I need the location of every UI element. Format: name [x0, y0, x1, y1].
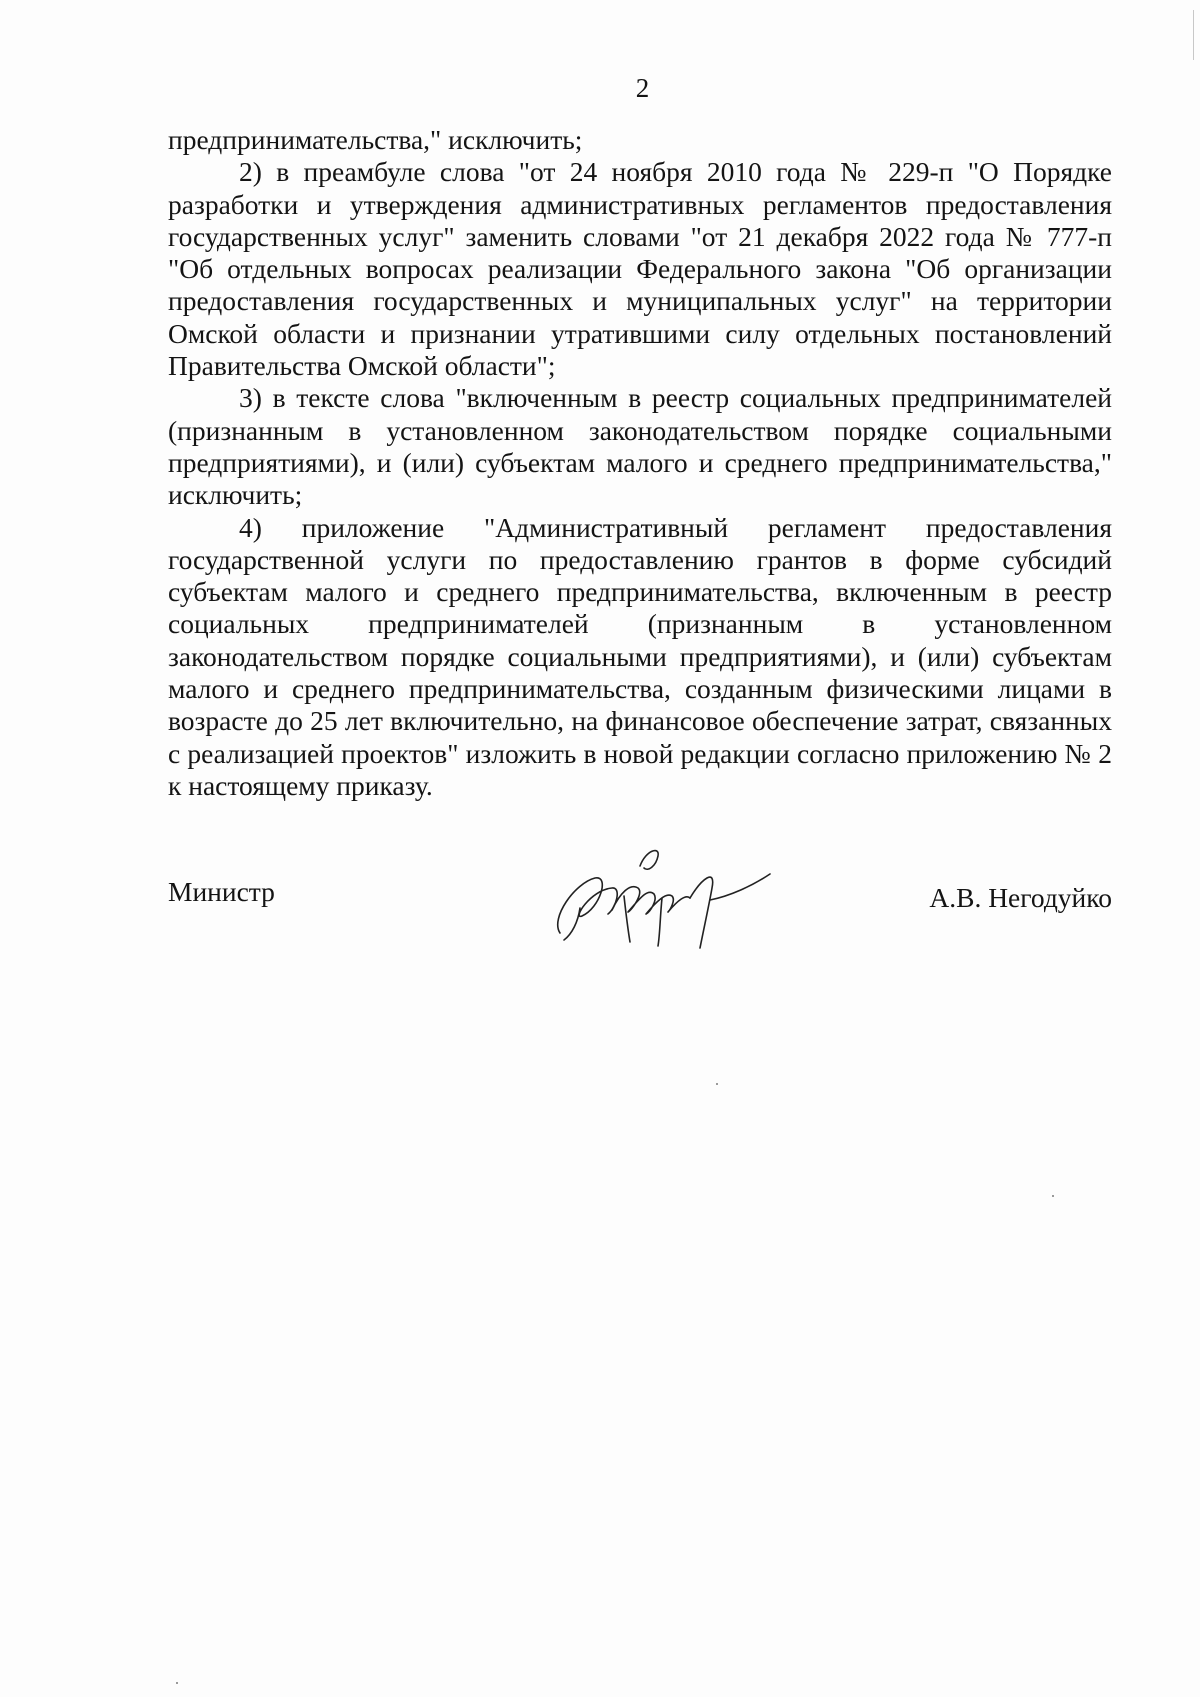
- signatory-title: Министр: [168, 876, 275, 907]
- handwritten-signature-icon: [520, 838, 780, 958]
- signature-block: [168, 838, 1112, 958]
- scan-speck: [176, 1682, 178, 1684]
- paragraph-item-3: 3) в тексте слова "включенным в реестр социальных предпринимателей (признанным в установленном законодательством порядке социальными предприятиями), и (или) субъектам малого и среднего предпринимательства," исключить;: [168, 382, 1112, 511]
- scan-speck: [1052, 1195, 1054, 1197]
- signatory-name: А.В. Негодуйко: [929, 882, 1112, 913]
- paragraph-item-2: 2) в преамбуле слова "от 24 ноября 2010 года № 229-п "О Порядке разработки и утверждения административных регламентов предоставления государственных услуг" заменить словами "от 21 декабря 2022 года № 777-п "Об отдельных вопросах реализации Федерального закона "Об организации предоставления государственных и муниципальных услуг" на территории Омской области и признании утратившими силу отдельных постановлений Правительства Омской области";: [168, 156, 1112, 382]
- scan-speck: [716, 1083, 718, 1085]
- scan-edge-mark: [1193, 10, 1194, 60]
- paragraph-item-4: 4) приложение "Административный регламент предоставления государственной услуги по предоставлению грантов в форме субсидий субъектам малого и среднего предпринимательства, включенным в реестр социальных предпринимателей (признанным в установленном законодательством порядке социальными предприятиями), и (или) субъектам малого и среднего предпринимательства, созданным физическими лицами в возрасте до 25 лет включительно, на финансовое обеспечение затрат, связанных с реализацией проектов" изложить в новой редакции согласно приложению № 2 к настоящему приказу.: [168, 511, 1112, 801]
- document-body: [168, 124, 1112, 802]
- paragraph-continuation: предпринимательства," исключить;: [168, 124, 583, 155]
- page-number: 2: [635, 73, 650, 103]
